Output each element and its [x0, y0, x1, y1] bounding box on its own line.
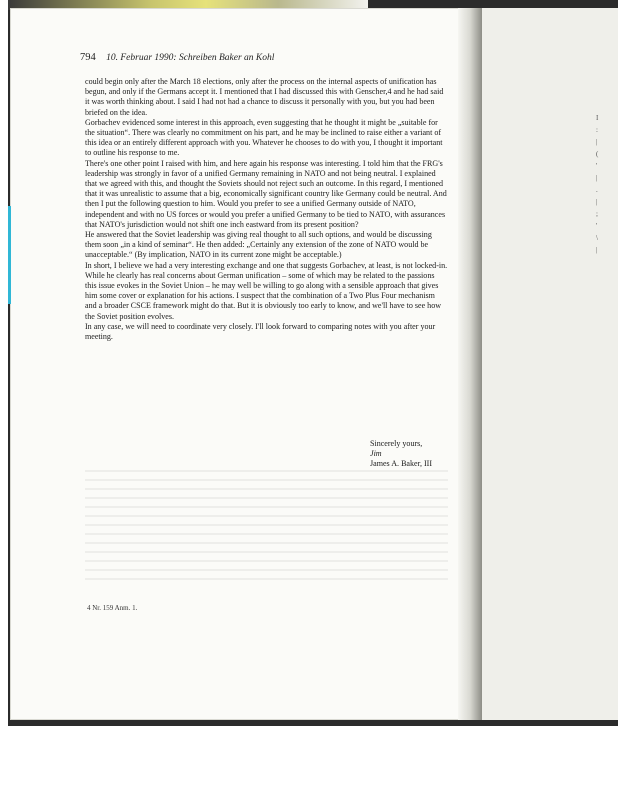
signer-name: James A. Baker, III — [370, 459, 433, 469]
letter-closing-block — [370, 439, 470, 470]
letter-paragraph: In short, I believe we had a very interesting exchange and one that suggests Gorbachev, at least, is not locked-in. While he clearly has real concerns about German unification – some of which may be related to the passions this issue evokes in the Soviet Union – he may well be willing to go along with a sensible approach that gives him some cover or explanation for his actions. I suspect that the combination of a Two Plus Four mechanism and a broader CSCE framework might do that. But it is obviously too early to know, and we'll have to see how the Soviet position evolves. — [85, 260, 448, 321]
book-gutter — [458, 8, 482, 720]
show-through-text — [85, 470, 448, 580]
signature: Jim — [370, 449, 382, 459]
running-header — [80, 52, 440, 63]
page-number: 794 — [80, 52, 96, 63]
letter-paragraph: could begin only after the March 18 elections, only after the process on the internal aspects of unification has begun, and only if the Germans accept it. I mentioned that I had discussed this with Genscher,4 and he had said it was worth thinking about. I said I had not had a chance to discuss it personally with you, but you had been briefed on the idea. — [85, 77, 444, 117]
letter-paragraph: There's one other point I raised with him, and here again his response was interesting. I told him that the FRG's leadership was strongly in favor of a unified Germany remaining in NATO and not being neutral. I explained that we agreed with this, and thought the Soviets should not reject such an outcome. In this regard, I mentioned that it was unrealistic to assume that a big, economically significant country like Germany could be neutral. And then I put the following question to him. Would you prefer to see a unified Germany outside of NATO, independent and with no US forces or would you prefer a unified Germany to be tied to NATO, with assurances that NATO's jurisdiction would not shift one inch eastward from its present position? — [85, 158, 447, 229]
footnote: 4 Nr. 159 Anm. 1. — [87, 604, 138, 612]
letter-paragraph: He answered that the Soviet leadership was giving real thought to all such options, and would be discussing them soon „in a kind of seminar“. He then added: „Certainly any extension of the zone of NATO would be unacceptable.“ (By implication, NATO in its current zone might be acceptable.) — [85, 230, 432, 260]
running-title: 10. Februar 1990: Schreiben Baker an Kohl — [106, 53, 275, 63]
facing-page-fragments: I : | ( ' | . | ; ' \ | — [596, 114, 599, 254]
closing-phrase: Sincerely yours, — [370, 439, 423, 448]
letter-paragraph: Gorbachev evidenced some interest in this approach, even suggesting that he thought it might be „suitable for the situation“. There was clearly no commitment on his part, and he may be inclined to raise either a variant of this idea or an entirely different approach with you. Whatever he chooses to do with you, I thought it important to outline his response to me. — [85, 117, 443, 158]
letter-paragraph: In any case, we will need to coordinate very closely. I'll look forward to comparing notes with you after your meeting. — [85, 321, 436, 342]
letter-body — [85, 77, 448, 342]
margin-highlight-mark — [8, 206, 11, 304]
